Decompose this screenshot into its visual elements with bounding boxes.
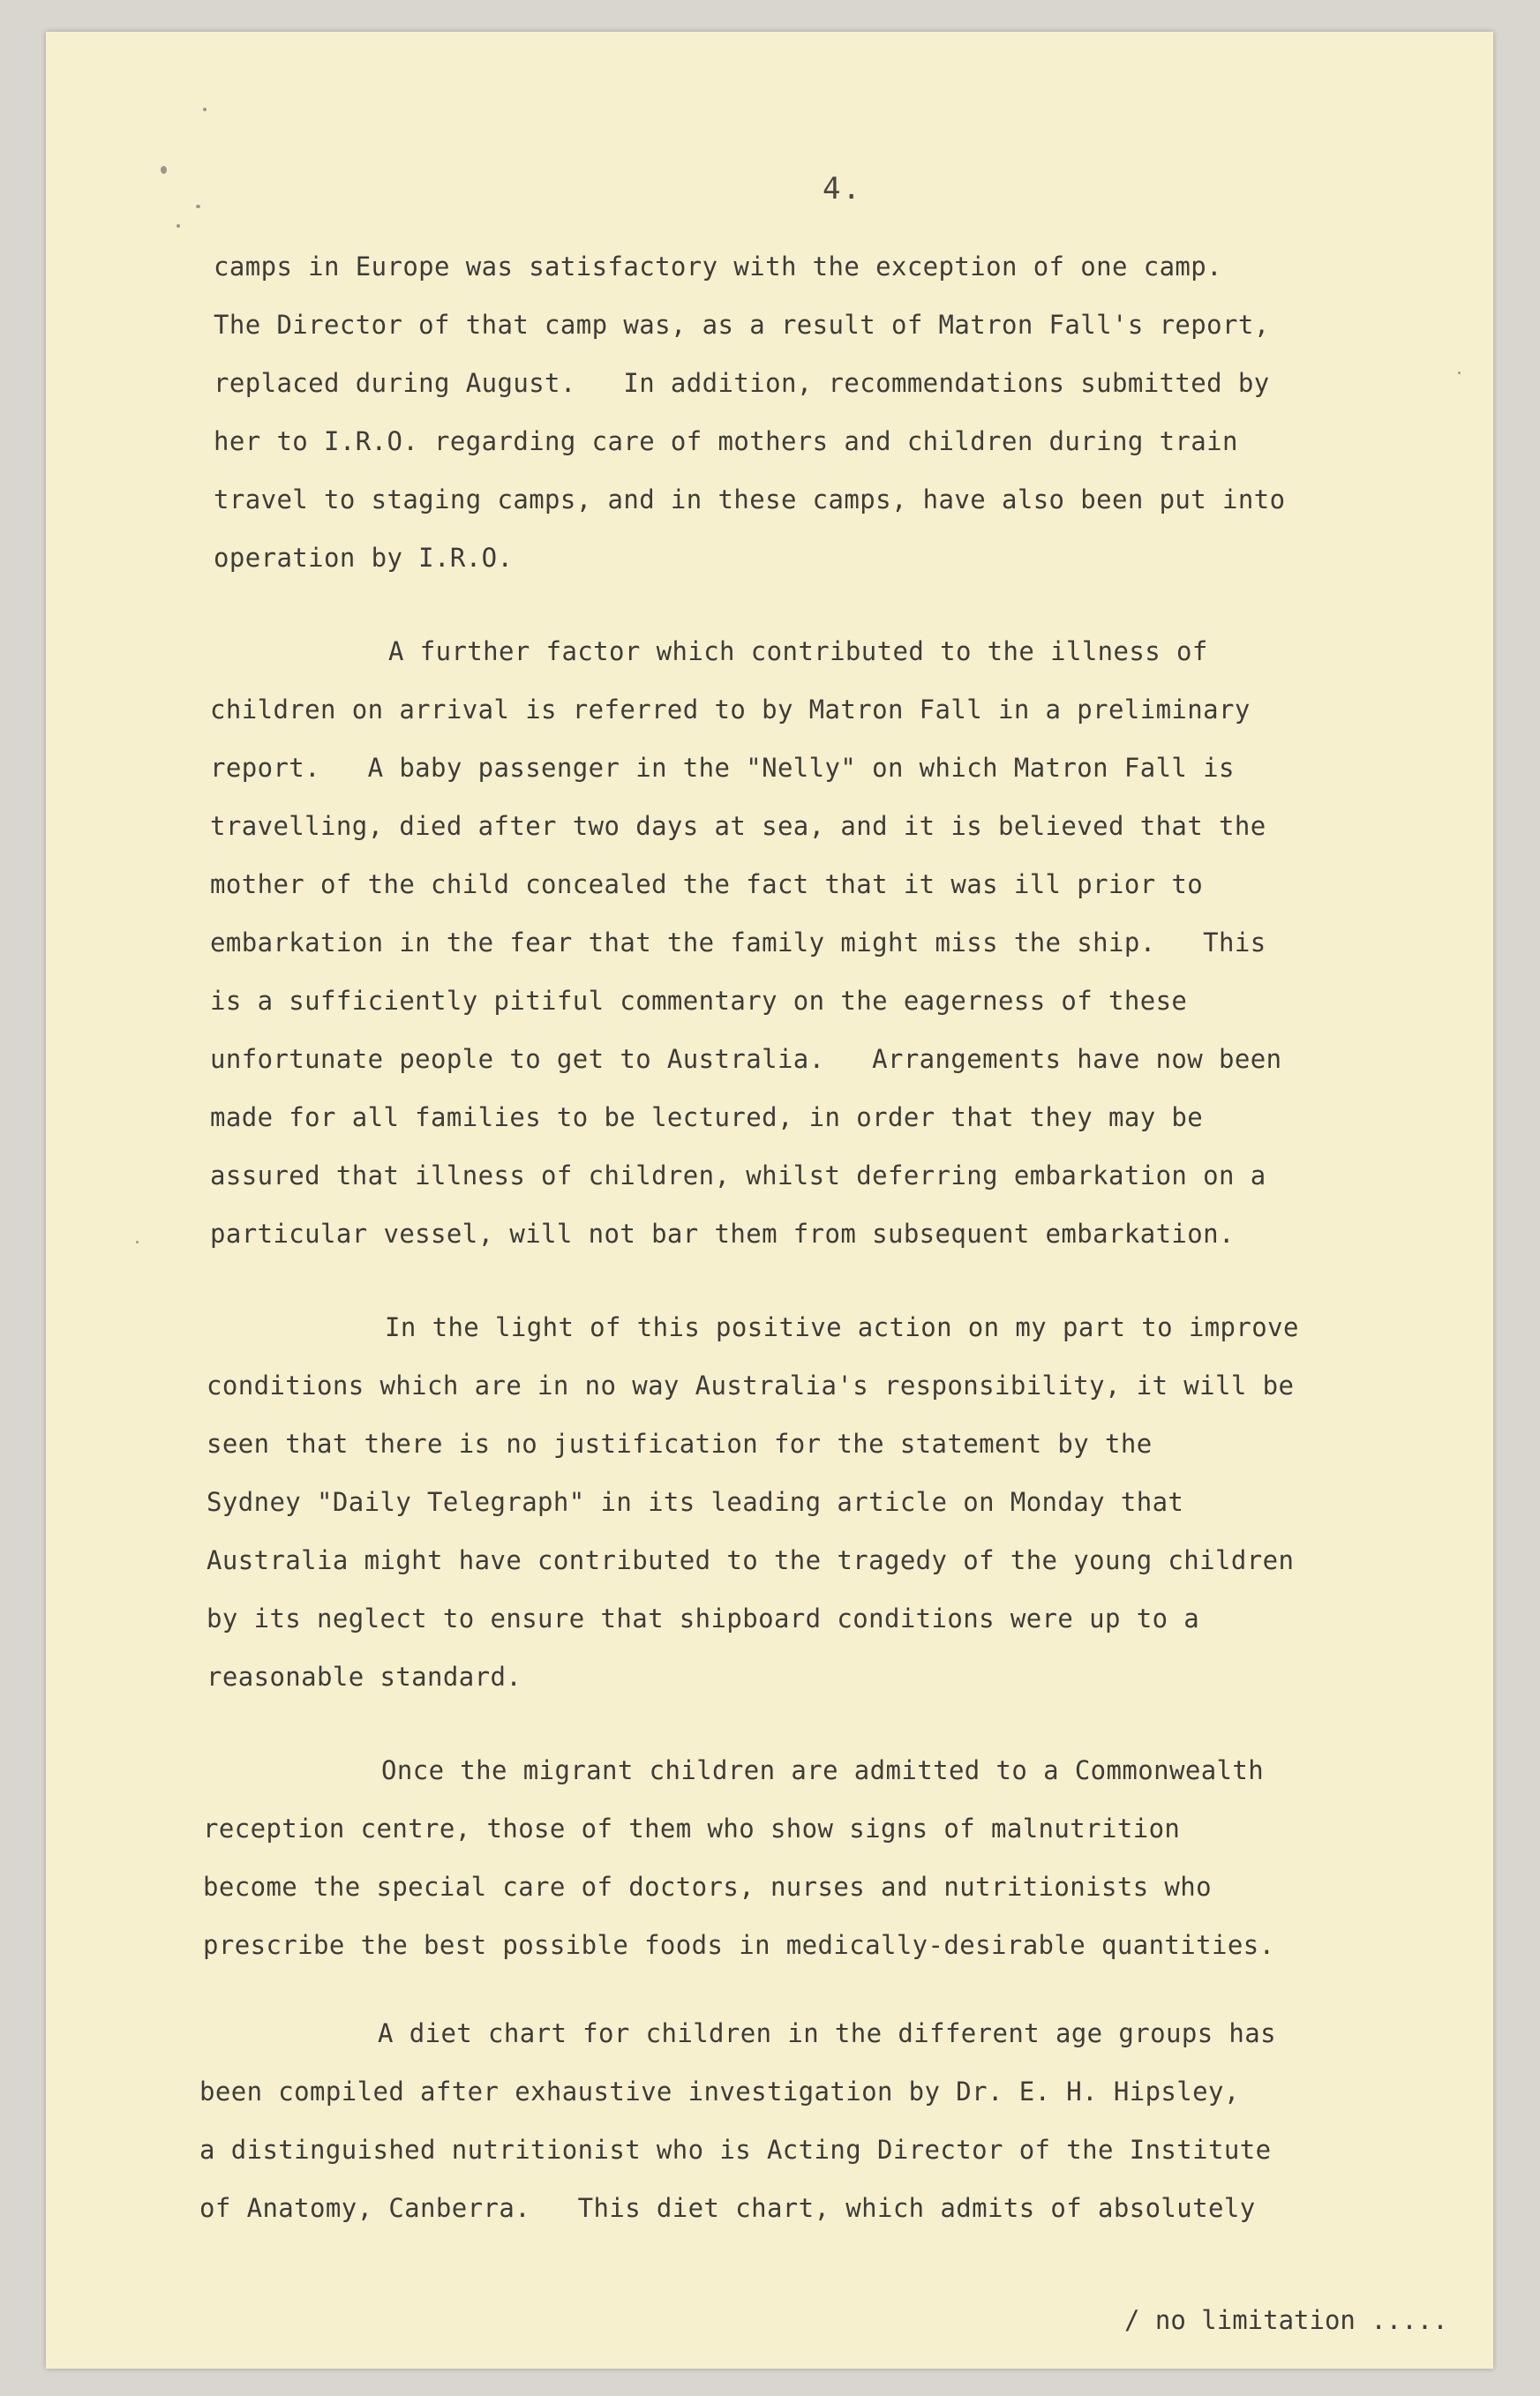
- text-line: A further factor which contributed to the illness of: [388, 636, 1208, 666]
- text-line: mother of the child concealed the fact that it was ill prior to: [210, 869, 1204, 899]
- text-line: camps in Europe was satisfactory with the exception of one camp.: [214, 252, 1223, 282]
- paper-speck: [136, 1241, 139, 1243]
- text-line: a distinguished nutritionist who is Acting Director of the Institute: [199, 2135, 1272, 2165]
- text-line: particular vessel, will not bar them from subsequent embarkation.: [210, 1219, 1235, 1249]
- text-line: is a sufficiently pitiful commentary on the eagerness of these: [210, 986, 1188, 1016]
- text-line: unfortunate people to get to Australia. Arrangements have now been: [210, 1044, 1282, 1074]
- paper-speck: [1458, 372, 1461, 374]
- text-line: replaced during August. In addition, recommendations submitted by: [214, 368, 1270, 398]
- text-line: In the light of this positive action on my part to improve: [385, 1312, 1299, 1342]
- text-line: Australia might have contributed to the tragedy of the young children: [207, 1545, 1295, 1575]
- text-line: A diet chart for children in the different age groups has: [378, 2018, 1276, 2048]
- text-line: assured that illness of children, whilst deferring embarkation on a: [210, 1160, 1266, 1190]
- text-line: her to I.R.O. regarding care of mothers and children during train: [214, 426, 1238, 456]
- paper-speck: [196, 205, 200, 208]
- text-line: report. A baby passenger in the "Nelly" on which Matron Fall is: [210, 753, 1235, 783]
- paper-speck: [161, 166, 167, 174]
- text-line: Sydney "Daily Telegraph" in its leading article on Monday that: [207, 1487, 1184, 1517]
- text-line: children on arrival is referred to by Matron Fall in a preliminary: [210, 695, 1251, 725]
- page-number: 4.: [823, 171, 862, 207]
- catchword: / no limitation .....: [1124, 2305, 1448, 2335]
- paper-speck: [177, 224, 180, 228]
- text-line: prescribe the best possible foods in medically-desirable quantities.: [203, 1930, 1275, 1960]
- document-page: [46, 32, 1493, 2369]
- text-line: conditions which are in no way Australia's responsibility, it will be: [207, 1371, 1295, 1401]
- text-line: travel to staging camps, and in these camps, have also been put into: [214, 484, 1286, 515]
- text-line: travelling, died after two days at sea, and it is believed that the: [210, 811, 1266, 841]
- text-line: seen that there is no justification for the statement by the: [207, 1429, 1153, 1459]
- text-line: made for all families to be lectured, in order that they may be: [210, 1102, 1204, 1132]
- text-line: Once the migrant children are admitted to a Commonwealth: [381, 1755, 1265, 1785]
- paper-speck: [203, 108, 207, 111]
- text-line: embarkation in the fear that the family might miss the ship. This: [210, 928, 1266, 958]
- text-line: reception centre, those of them who show signs of malnutrition: [203, 1814, 1181, 1844]
- text-line: The Director of that camp was, as a result of Matron Fall's report,: [214, 310, 1270, 340]
- text-line: reasonable standard.: [207, 1662, 522, 1692]
- text-line: been compiled after exhaustive investigation by Dr. E. H. Hipsley,: [199, 2077, 1240, 2107]
- text-line: operation by I.R.O.: [214, 543, 514, 573]
- text-line: by its neglect to ensure that shipboard conditions were up to a: [207, 1604, 1200, 1634]
- text-line: become the special care of doctors, nurses and nutritionists who: [203, 1872, 1213, 1902]
- text-line: of Anatomy, Canberra. This diet chart, which admits of absolutely: [199, 2193, 1256, 2223]
